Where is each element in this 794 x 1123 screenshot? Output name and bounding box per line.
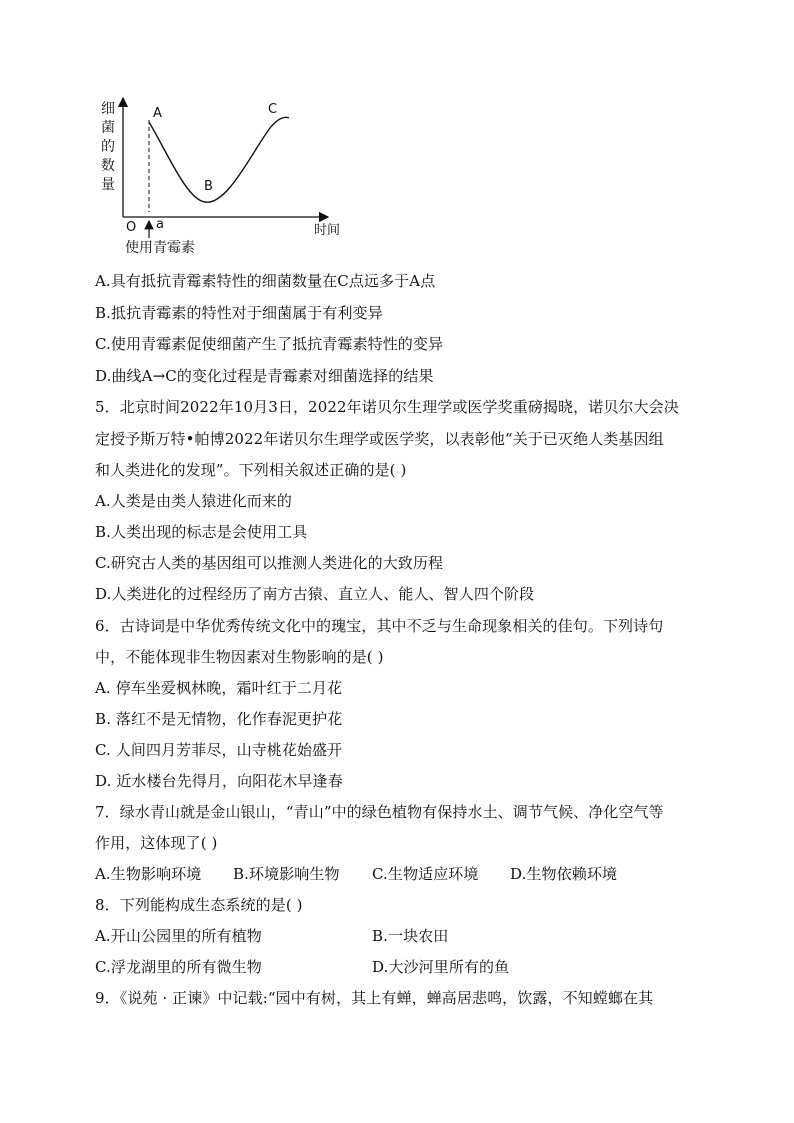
q6-stem-line-2: 中，不能体现非生物因素对生物影响的是( ): [95, 648, 384, 666]
q5-stem-line-2: 定授予斯万特•帕博2022年诺贝尔生理学或医学奖，以表彰他“关于已灭绝人类基因组: [95, 430, 664, 448]
q7-stem-line-1: 7．绿水青山就是金山银山，“青山”中的绿色植物有保持水土、调节气候、净化空气等: [95, 803, 664, 821]
q4-option-b: B.抵抗青霉素的特性对于细菌属于有利变异: [95, 304, 383, 322]
q9-stem-line-1: 9．《说苑 · 正谏》中记载:“园中有树，其上有蝉，蝉高居悲鸣，饮露，不知螳螂在其: [95, 989, 654, 1007]
q8-options-row-2: [95, 957, 509, 977]
point-label-c: C: [268, 102, 278, 117]
marker-a-label: a: [156, 217, 164, 232]
q8-option-a: A.开山公园里的所有植物: [95, 927, 262, 945]
q8-option-d: D.大沙河里所有的鱼: [372, 958, 510, 976]
q7-stem-line-2: 作用，这体现了( ): [95, 834, 218, 852]
q5-option-b: B.人类出现的标志是会使用工具: [95, 523, 308, 541]
bacteria-graph: [92, 92, 362, 262]
q7-options-row: [95, 864, 617, 884]
q7-option-b: B.环境影响生物: [233, 865, 340, 883]
y-axis-label: 细菌的数量: [101, 101, 115, 193]
q4-option-c: C.使用青霉素促使细菌产生了抵抗青霉素特性的变异: [95, 335, 444, 353]
x-axis-label: 时间: [314, 223, 341, 238]
point-label-a: A: [153, 106, 162, 121]
penicillin-caption: 使用青霉素: [125, 240, 195, 256]
q8-options-row-1: [95, 926, 448, 946]
q7-option-d: D.生物依赖环境: [510, 865, 618, 883]
population-curve: [149, 117, 289, 202]
q5-option-d: D.人类进化的过程经历了南方古猿、直立人、能人、智人四个阶段: [95, 585, 535, 603]
q5-stem-line-3: 和人类进化的发现”。下列相关叙述正确的是( ): [95, 461, 407, 479]
q5-option-a: A.人类是由类人猿进化而来的: [95, 492, 293, 510]
origin-label: O: [126, 220, 137, 235]
q8-option-c: C.浮龙湖里的所有微生物: [95, 958, 262, 976]
q5-stem-line-1: 5．北京时间2022年10月3日，2022年诺贝尔生理学或医学奖重磅揭晓，诺贝尔大会决: [95, 398, 679, 416]
q4-option-a: A.具有抵抗青霉素特性的细菌数量在C点远多于A点: [95, 272, 436, 290]
q8-stem-line-1: 8．下列能构成生态系统的是( ): [95, 896, 303, 914]
q7-option-c: C.生物适应环境: [372, 865, 479, 883]
q7-option-a: A.生物影响环境: [95, 865, 202, 883]
q6-stem-line-1: 6．古诗词是中华优秀传统文化中的瑰宝，其中不乏与生命现象相关的佳句。下列诗句: [95, 617, 664, 635]
point-label-b: B: [204, 179, 213, 194]
q8-option-b: B.一块农田: [372, 927, 449, 945]
q6-option-b: B. 落红不是无情物，化作春泥更护花: [95, 710, 343, 728]
q5-option-c: C.研究古人类的基因组可以推测人类进化的大致历程: [95, 554, 444, 572]
q6-option-d: D. 近水楼台先得月，向阳花木早逢春: [95, 772, 343, 790]
q4-option-d: D.曲线A→C的变化过程是青霉素对细菌选择的结果: [95, 367, 434, 385]
q6-option-a: A. 停车坐爱枫林晚，霜叶红于二月花: [95, 679, 343, 697]
q6-option-c: C. 人间四月芳菲尽，山寺桃花始盛开: [95, 741, 343, 759]
